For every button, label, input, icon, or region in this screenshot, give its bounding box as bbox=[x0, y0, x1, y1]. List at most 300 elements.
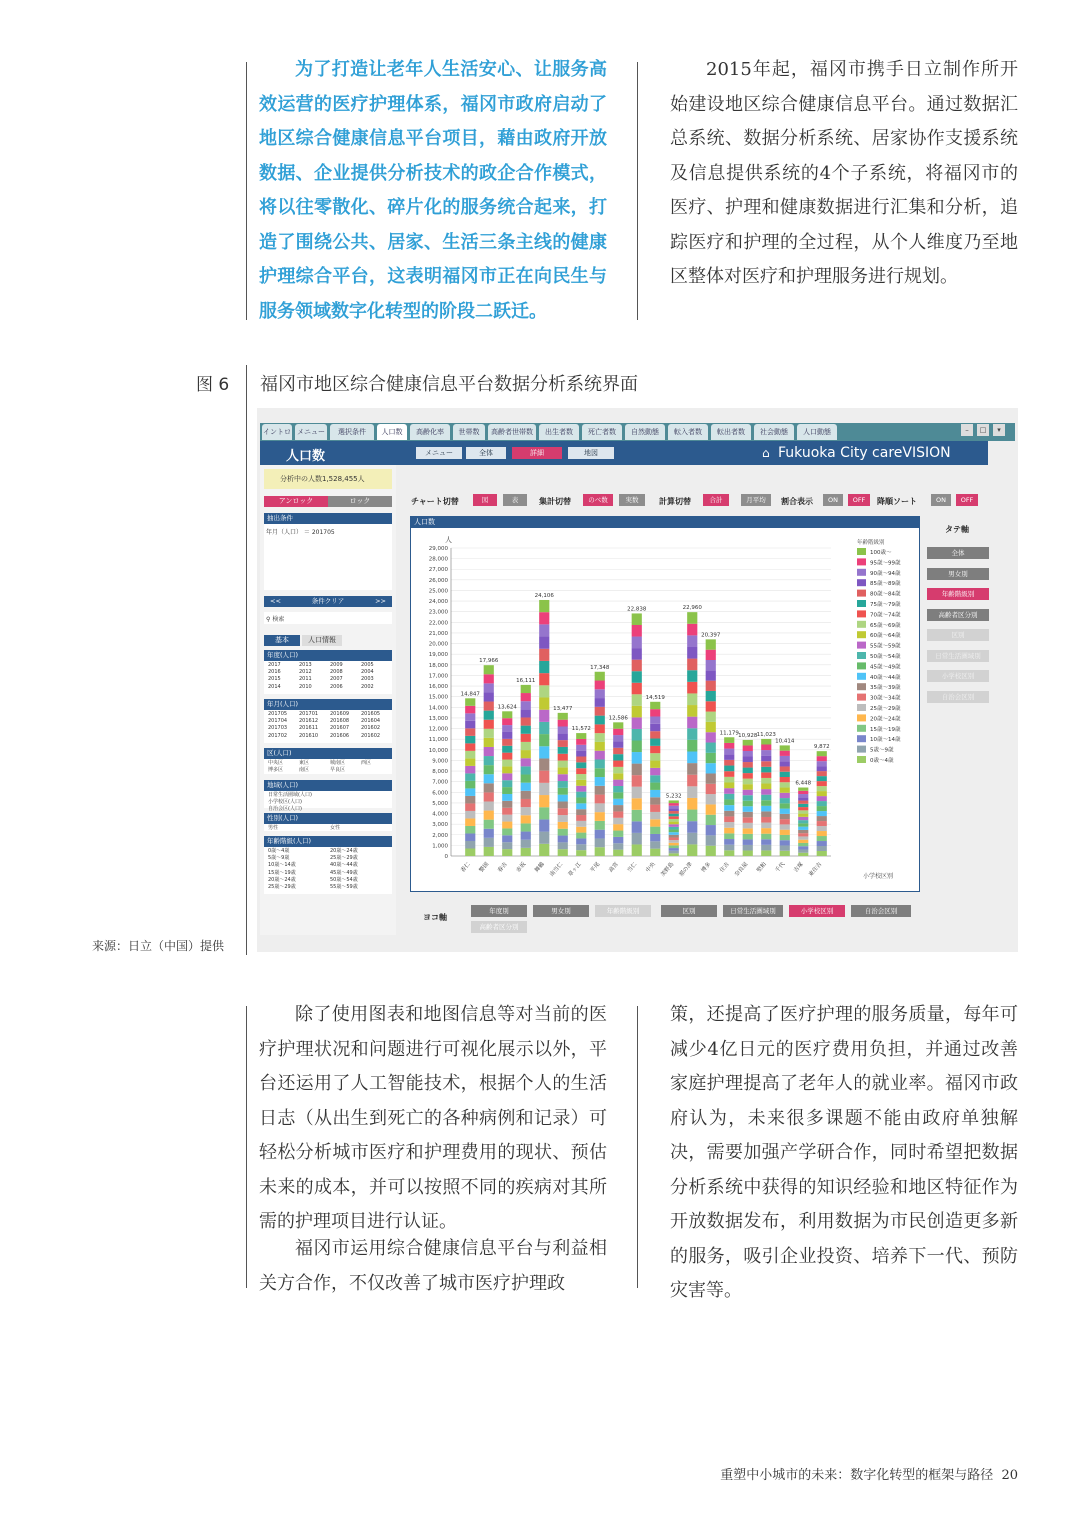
filter-option[interactable]: 2003 bbox=[361, 676, 374, 683]
filter-option[interactable]: 2012 bbox=[299, 669, 312, 676]
bar-segment bbox=[465, 743, 475, 751]
bar-segment bbox=[539, 624, 549, 636]
bar-segment bbox=[613, 754, 623, 760]
filter-option[interactable]: 2011 bbox=[299, 676, 312, 683]
filter-option[interactable]: 201702 bbox=[268, 732, 288, 739]
bar-segment bbox=[595, 830, 605, 839]
bar-1[interactable] bbox=[484, 665, 494, 856]
bar-segment bbox=[521, 791, 531, 799]
bar-segment bbox=[724, 743, 734, 749]
filter-option[interactable]: 自治会区(人口) bbox=[268, 806, 302, 813]
legend-label: 70歳～74歳 bbox=[870, 612, 901, 619]
bar-segment bbox=[613, 773, 623, 779]
bar-segment bbox=[613, 780, 623, 786]
bar-segment bbox=[576, 844, 586, 850]
bar-segment bbox=[798, 823, 808, 826]
bar-segment bbox=[521, 750, 531, 758]
bar-segment bbox=[724, 805, 734, 811]
x-tick-label: 美野島 bbox=[660, 861, 676, 878]
filter-option[interactable]: 201612 bbox=[299, 718, 319, 725]
bar-8[interactable] bbox=[613, 722, 623, 856]
graph-toggle[interactable]: 図 bbox=[473, 494, 497, 506]
y-axis-button-5[interactable]: 日常生活圏域別 bbox=[927, 650, 989, 662]
sort-on-toggle[interactable]: ON bbox=[931, 494, 951, 506]
bar-segment bbox=[632, 706, 642, 718]
bar-segment bbox=[576, 833, 586, 839]
filter-option[interactable]: 早良区 bbox=[330, 767, 346, 774]
bar-segment bbox=[521, 775, 531, 783]
bar-segment bbox=[632, 810, 642, 822]
legend-label: 10歳～14歳 bbox=[870, 737, 901, 744]
filter-option[interactable]: 2002 bbox=[361, 683, 374, 690]
bar-segment bbox=[465, 826, 475, 834]
bar-3[interactable] bbox=[521, 685, 531, 856]
bar-segment bbox=[539, 734, 549, 746]
bar-16[interactable] bbox=[761, 739, 771, 856]
bar-segment bbox=[613, 831, 623, 837]
filter-option[interactable]: 201602 bbox=[361, 725, 381, 732]
filter-option[interactable]: 201703 bbox=[268, 725, 288, 732]
y-tick-label: 27,000 bbox=[428, 567, 448, 574]
y-axis-button-0[interactable]: 全体 bbox=[927, 547, 989, 559]
minimize-icon[interactable]: – bbox=[961, 424, 973, 436]
bar-segment bbox=[780, 830, 790, 835]
sort-label: 降順ソート bbox=[877, 497, 917, 506]
bar-segment bbox=[465, 811, 475, 819]
tab-4[interactable]: 高齢化率 bbox=[410, 424, 450, 440]
bar-segment bbox=[817, 836, 827, 841]
bar-segment bbox=[613, 799, 623, 805]
bar-segment bbox=[706, 753, 716, 763]
filter-option[interactable]: 201605 bbox=[361, 711, 381, 717]
bar-segment bbox=[669, 848, 679, 851]
bar-segment bbox=[817, 771, 827, 776]
maximize-icon[interactable]: □ bbox=[977, 424, 989, 436]
clear-conditions-button[interactable]: 条件クリア bbox=[311, 597, 345, 605]
tab-5[interactable]: 世帯数 bbox=[453, 424, 485, 440]
filter-option[interactable]: 2013 bbox=[299, 662, 312, 668]
filter-option[interactable]: 2017 bbox=[268, 662, 281, 668]
bar-segment bbox=[521, 742, 531, 750]
bar-segment bbox=[817, 801, 827, 806]
filter-option[interactable]: 50歳～54歳 bbox=[330, 876, 358, 883]
bar-segment bbox=[687, 786, 697, 798]
filter-option[interactable]: 2005 bbox=[361, 662, 374, 668]
y-tick-label: 8,000 bbox=[432, 769, 448, 776]
y-tick-label: 25,000 bbox=[428, 588, 448, 595]
bar-segment bbox=[632, 717, 642, 729]
filter-option[interactable]: 0歳～4歳 bbox=[268, 848, 290, 854]
tab-9[interactable]: 自然動態 bbox=[625, 424, 665, 440]
legend-label: 15歳～19歳 bbox=[870, 726, 901, 733]
bar-14[interactable] bbox=[724, 737, 734, 856]
filter-option[interactable]: 201701 bbox=[299, 711, 319, 717]
filter-option[interactable]: 2010 bbox=[299, 683, 312, 690]
filter-option[interactable]: 201610 bbox=[299, 732, 319, 739]
bar-segment bbox=[817, 851, 827, 856]
legend-swatch bbox=[857, 683, 866, 690]
x-axis-button-2[interactable]: 年齢階級別 bbox=[595, 905, 651, 917]
bar-13[interactable] bbox=[706, 639, 716, 856]
brand-logo-icon: ⌂ bbox=[762, 446, 770, 460]
app-header bbox=[260, 441, 988, 465]
bar-segment bbox=[539, 649, 549, 661]
bar-segment bbox=[724, 850, 734, 856]
ratio-on-toggle[interactable]: ON bbox=[823, 494, 843, 506]
bar-segment bbox=[780, 782, 790, 787]
filter-option[interactable]: 201608 bbox=[330, 718, 350, 725]
filter-option[interactable]: 2008 bbox=[330, 669, 343, 676]
menu-button[interactable]: メニュー bbox=[416, 447, 462, 459]
bar-11[interactable] bbox=[669, 800, 679, 856]
bar-segment bbox=[539, 612, 549, 624]
filter-option[interactable]: 5歳～9歳 bbox=[268, 855, 290, 862]
overview-button[interactable]: 全体 bbox=[466, 447, 506, 459]
bar-segment bbox=[576, 745, 586, 751]
bar-segment bbox=[613, 761, 623, 767]
bar-segment bbox=[502, 822, 512, 829]
filter-option[interactable]: 南区 bbox=[299, 767, 310, 774]
bar-segment bbox=[780, 840, 790, 845]
y-axis-button-4[interactable]: 区別 bbox=[927, 629, 989, 641]
bar-value-label: 20,397 bbox=[701, 632, 721, 639]
bar-18[interactable] bbox=[798, 788, 808, 856]
legend-label: 90歳～94歳 bbox=[870, 570, 901, 577]
filter-option[interactable]: 2015 bbox=[268, 676, 281, 683]
y-axis-button-1[interactable]: 男女別 bbox=[927, 568, 989, 580]
tab-2[interactable]: 選択条件 bbox=[330, 424, 374, 440]
lock-button[interactable]: ロック bbox=[328, 496, 392, 507]
y-axis-button-6[interactable]: 小学校区別 bbox=[927, 670, 989, 682]
bar-segment bbox=[539, 844, 549, 856]
bar-segment bbox=[502, 842, 512, 849]
bar-segment bbox=[669, 835, 679, 838]
bar-segment bbox=[613, 767, 623, 773]
filter-option[interactable]: 2004 bbox=[361, 669, 374, 676]
bar-segment bbox=[521, 823, 531, 831]
bar-segment bbox=[502, 808, 512, 815]
bar-6[interactable] bbox=[576, 733, 586, 856]
bar-segment bbox=[632, 740, 642, 752]
tab-1[interactable]: メニュー bbox=[295, 424, 327, 440]
bar-segment bbox=[706, 825, 716, 835]
tab-13[interactable]: 人口動態 bbox=[797, 424, 837, 440]
bar-segment bbox=[669, 808, 679, 811]
bar-segment bbox=[613, 805, 623, 811]
bar-segment bbox=[595, 672, 605, 681]
x-axis-button-4[interactable]: 日常生活圏域別 bbox=[723, 905, 783, 917]
bar-segment bbox=[743, 823, 753, 829]
detail-button[interactable]: 詳細 bbox=[512, 447, 562, 459]
bar-segment bbox=[521, 799, 531, 807]
bar-segment bbox=[798, 830, 808, 833]
bar-segment bbox=[613, 741, 623, 747]
bar-segment bbox=[817, 786, 827, 791]
filter-option[interactable]: 10歳～14歳 bbox=[268, 862, 296, 869]
bar-15[interactable] bbox=[743, 740, 753, 856]
bar-segment bbox=[761, 772, 771, 778]
bar-0[interactable] bbox=[465, 698, 475, 856]
bar-segment bbox=[613, 748, 623, 754]
filter-option[interactable]: 城南区 bbox=[330, 760, 346, 766]
filter-option[interactable]: 201607 bbox=[330, 725, 350, 732]
bar-segment bbox=[558, 720, 568, 727]
filter-option[interactable]: 2014 bbox=[268, 683, 281, 690]
lower-left-paragraph-2: 福冈市运用综合健康信息平台与利益相关方合作，不仅改善了城市医疗护理政 bbox=[259, 1238, 607, 1294]
bar-segment bbox=[613, 735, 623, 741]
bar-segment bbox=[650, 724, 660, 731]
y-axis-button-7[interactable]: 自治会区別 bbox=[927, 691, 989, 703]
y-unit-label: 人 bbox=[445, 536, 452, 544]
filter-option[interactable]: 男性 bbox=[268, 825, 279, 831]
search-label: 検索 bbox=[272, 616, 285, 623]
bar-segment bbox=[669, 800, 679, 803]
filter-option[interactable]: 25歳～29歳 bbox=[330, 855, 358, 862]
legend-swatch bbox=[857, 621, 866, 628]
chart-header: 人口数 bbox=[411, 517, 919, 528]
bar-segment bbox=[465, 781, 475, 789]
bar-segment bbox=[558, 726, 568, 733]
y-tick-label: 20,000 bbox=[428, 641, 448, 648]
bar-segment bbox=[780, 756, 790, 761]
bar-segment bbox=[613, 811, 623, 817]
bar-segment bbox=[576, 809, 586, 815]
y-tick-label: 14,000 bbox=[428, 705, 448, 712]
bar-segment bbox=[502, 828, 512, 835]
bar-5[interactable] bbox=[558, 713, 568, 856]
bar-9[interactable] bbox=[632, 613, 642, 856]
bar-segment bbox=[539, 832, 549, 844]
bar-segment bbox=[761, 800, 771, 806]
bar-segment bbox=[743, 768, 753, 774]
bar-segment bbox=[502, 787, 512, 794]
bar-segment bbox=[706, 763, 716, 773]
bar-segment bbox=[484, 674, 494, 683]
bar-segment bbox=[780, 761, 790, 766]
bar-segment bbox=[484, 811, 494, 820]
filter-option[interactable]: 201611 bbox=[299, 725, 319, 732]
avg-toggle[interactable]: 月平均 bbox=[741, 494, 771, 506]
bar-value-label: 16,111 bbox=[516, 677, 536, 684]
y-axis-button-2[interactable]: 年齢階級別 bbox=[927, 588, 989, 600]
bar-segment bbox=[576, 780, 586, 786]
bar-segment bbox=[613, 729, 623, 735]
bar-segment bbox=[798, 791, 808, 794]
filter-option[interactable]: 45歳～49歳 bbox=[330, 869, 358, 876]
bar-segment bbox=[669, 803, 679, 806]
bar-segment bbox=[484, 683, 494, 692]
bar-segment bbox=[687, 647, 697, 659]
bar-segment bbox=[706, 712, 716, 722]
bar-12[interactable] bbox=[687, 612, 697, 856]
tab-7[interactable]: 出生者数 bbox=[539, 424, 579, 440]
x-tick-label: 住吉 bbox=[719, 861, 731, 874]
filter-option[interactable]: 201704 bbox=[268, 718, 288, 725]
tab-3[interactable]: 人口数 bbox=[377, 424, 407, 440]
x-axis-button-1[interactable]: 男女別 bbox=[533, 905, 589, 917]
filter-option[interactable]: 201604 bbox=[361, 718, 381, 725]
x-tick-label: 博多 bbox=[700, 861, 713, 874]
x-axis-title: ヨコ軸 bbox=[423, 913, 447, 922]
bar-segment bbox=[743, 745, 753, 751]
bar-segment bbox=[817, 761, 827, 766]
tab-12[interactable]: 社会動態 bbox=[754, 424, 794, 440]
bar-segment bbox=[724, 828, 734, 834]
filter-option[interactable]: 日常生活圏域(人口) bbox=[268, 792, 312, 798]
filter-option[interactable]: 15歳～19歳 bbox=[268, 869, 296, 876]
bar-19[interactable] bbox=[817, 751, 827, 856]
bar-segment bbox=[761, 834, 771, 840]
bar-segment bbox=[632, 648, 642, 660]
tab-basic[interactable]: 基本 bbox=[264, 635, 300, 646]
bar-value-label: 5,232 bbox=[665, 793, 682, 800]
bar-segment bbox=[687, 844, 697, 856]
x-axis-button-6[interactable]: 自治会区別 bbox=[851, 905, 911, 917]
bar-segment bbox=[724, 766, 734, 772]
bar-segment bbox=[502, 718, 512, 725]
bar-segment bbox=[465, 848, 475, 856]
map-button[interactable]: 地図 bbox=[568, 447, 614, 459]
bar-segment bbox=[558, 801, 568, 808]
x-axis-button-3[interactable]: 区別 bbox=[661, 905, 717, 917]
clear-prev-icon[interactable]: << bbox=[270, 597, 281, 605]
bar-segment bbox=[669, 840, 679, 843]
filter-option[interactable]: 小学校区(人口) bbox=[268, 799, 302, 806]
bar-segment bbox=[650, 709, 660, 716]
bar-segment bbox=[743, 740, 753, 746]
filter-option[interactable]: 西区 bbox=[361, 760, 372, 766]
bar-segment bbox=[743, 784, 753, 790]
bar-segment bbox=[650, 805, 660, 812]
unlock-button[interactable]: アンロック bbox=[264, 496, 328, 507]
filter-option[interactable]: 20歳～24歳 bbox=[268, 876, 296, 883]
bar-10[interactable] bbox=[650, 702, 660, 856]
bar-segment bbox=[595, 821, 605, 830]
sum-toggle[interactable]: 合計 bbox=[703, 494, 729, 506]
bar-segment bbox=[817, 841, 827, 846]
bar-segment bbox=[761, 806, 771, 812]
bar-segment bbox=[706, 722, 716, 732]
bar-4[interactable] bbox=[539, 600, 549, 856]
bar-segment bbox=[576, 762, 586, 768]
actual-toggle[interactable]: 実数 bbox=[619, 494, 645, 506]
x-axis-button-7[interactable]: 高齢者区分別 bbox=[471, 921, 527, 933]
bar-segment bbox=[484, 756, 494, 765]
tab-population-info[interactable]: 人口情報 bbox=[302, 635, 342, 646]
bar-value-label: 6,448 bbox=[795, 780, 812, 787]
bar-segment bbox=[706, 846, 716, 856]
y-tick-label: 17,000 bbox=[428, 673, 448, 680]
table-toggle[interactable]: 表 bbox=[503, 494, 527, 506]
tab-0[interactable]: イントロ bbox=[262, 424, 292, 440]
filter-option[interactable]: 女性 bbox=[330, 825, 341, 831]
filter-option[interactable]: 20歳～24歳 bbox=[330, 848, 358, 854]
bar-segment bbox=[798, 840, 808, 843]
filter-option[interactable]: 博多区 bbox=[268, 767, 284, 774]
y-axis-button-3[interactable]: 高齢者区分別 bbox=[927, 609, 989, 621]
bar-segment bbox=[521, 807, 531, 815]
bar-segment bbox=[798, 820, 808, 823]
legend-swatch bbox=[857, 662, 866, 669]
bar-value-label: 24,106 bbox=[534, 592, 554, 599]
bar-segment bbox=[650, 849, 660, 856]
bar-segment bbox=[780, 835, 790, 840]
filter-option[interactable]: 201606 bbox=[330, 732, 350, 739]
legend-swatch bbox=[857, 714, 866, 721]
bar-segment bbox=[465, 841, 475, 849]
bar-segment bbox=[761, 767, 771, 773]
y-tick-label: 0 bbox=[444, 854, 448, 860]
bar-segment bbox=[743, 839, 753, 845]
total-toggle[interactable]: のべ数 bbox=[583, 494, 613, 506]
x-axis-button-0[interactable]: 年度別 bbox=[471, 905, 527, 917]
bar-value-label: 9,872 bbox=[813, 744, 830, 751]
column-divider-middle-lower bbox=[637, 1006, 638, 1288]
filter-option[interactable]: 2007 bbox=[330, 676, 343, 683]
filter-option[interactable]: 25歳～29歳 bbox=[268, 884, 296, 890]
right-paragraph: 2015年起，福冈市携手日立制作所开始建设地区综合健康信息平台。通过数据汇总系统、数据分析系统、居家协作支援系统及信息提供系统的4个子系统，将福冈市的医疗、护理和健康数据进行汇集和分析，追踪医疗和护理的全过程，从个人维度乃至地区整体对医疗和护理服务进行规划。 bbox=[670, 59, 1018, 287]
bar-segment bbox=[521, 726, 531, 734]
y-tick-label: 23,000 bbox=[428, 609, 448, 616]
filter-option[interactable]: 2016 bbox=[268, 669, 281, 676]
bar-segment bbox=[743, 757, 753, 763]
ratio-off-toggle[interactable]: OFF bbox=[848, 494, 870, 506]
bar-segment bbox=[650, 716, 660, 723]
bar-7[interactable] bbox=[595, 672, 605, 856]
column-divider-left-lower bbox=[246, 1006, 247, 1288]
bar-segment bbox=[724, 760, 734, 766]
close-icon[interactable]: ▾ bbox=[993, 424, 1005, 436]
sort-off-toggle[interactable]: OFF bbox=[956, 494, 978, 506]
filter-option[interactable]: 中央区 bbox=[268, 760, 284, 766]
filter-option[interactable]: 2006 bbox=[330, 683, 343, 690]
clear-next-icon[interactable]: >> bbox=[375, 597, 386, 605]
search-placeholder bbox=[266, 614, 284, 623]
x-tick-label: 堅粕 bbox=[756, 861, 768, 874]
figure-source: 来源：日立（中国）提供 bbox=[92, 939, 225, 953]
bar-segment bbox=[706, 670, 716, 680]
filter-option[interactable]: 40歳～44歳 bbox=[330, 862, 358, 869]
x-axis-button-5[interactable]: 小学校区別 bbox=[789, 905, 845, 917]
bar-segment bbox=[558, 849, 568, 856]
bar-segment bbox=[743, 812, 753, 818]
tab-11[interactable]: 転出者数 bbox=[711, 424, 751, 440]
filter-option[interactable]: 201705 bbox=[268, 711, 288, 717]
lower-left-paragraph-1: 除了使用图表和地图信息等对当前的医疗护理状况和问题进行可视化展示以外，平台还运用了人工智能技术，根据个人的生活日志（从出生到死亡的各种病例和记录）可轻松分析城市医疗和护理费用的现状、预估未来的成本，并可以按照不同的疾病对其所需的护理项目进行认证。 bbox=[259, 1004, 607, 1232]
filter-option[interactable]: 201609 bbox=[330, 711, 350, 717]
condition-value: 年月（人口） ＝ 201705 bbox=[266, 529, 335, 536]
bar-2[interactable] bbox=[502, 711, 512, 856]
filter-option[interactable]: 2009 bbox=[330, 662, 343, 668]
y-tick-label: 26,000 bbox=[428, 577, 448, 584]
filter-option[interactable]: 201602 bbox=[361, 732, 381, 739]
bar-17[interactable] bbox=[780, 745, 790, 856]
clear-conditions-bar[interactable] bbox=[264, 596, 392, 607]
tab-10[interactable]: 転入者数 bbox=[668, 424, 708, 440]
tab-6[interactable]: 高齢者世帯数 bbox=[488, 424, 536, 440]
tab-bar bbox=[260, 423, 1015, 441]
y-tick-label: 9,000 bbox=[432, 758, 448, 765]
y-tick-label: 19,000 bbox=[428, 652, 448, 659]
filter-option[interactable]: 55歳～59歳 bbox=[330, 884, 358, 890]
bar-segment bbox=[761, 795, 771, 801]
bar-segment bbox=[502, 725, 512, 732]
bar-segment bbox=[687, 810, 697, 822]
filter-option[interactable]: 東区 bbox=[299, 760, 310, 766]
bar-segment bbox=[743, 795, 753, 801]
legend-swatch bbox=[857, 579, 866, 586]
tab-8[interactable]: 死亡者数 bbox=[582, 424, 622, 440]
